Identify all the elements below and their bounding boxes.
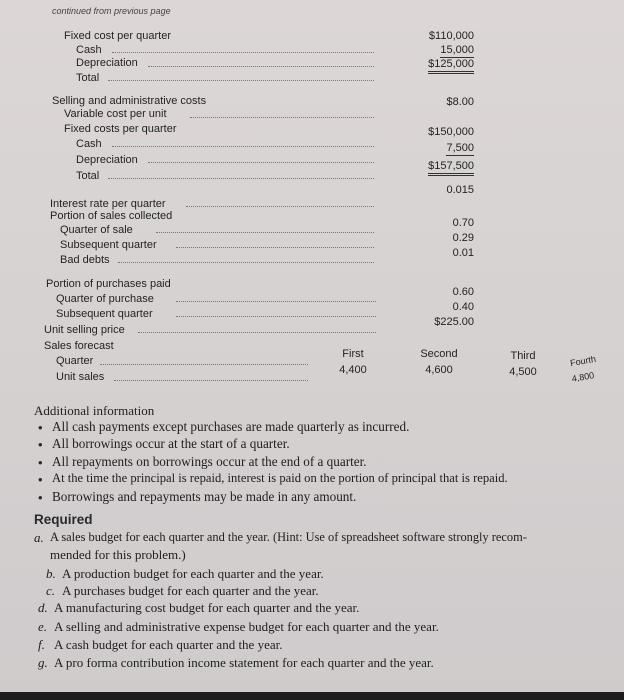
required-item-text: A production budget for each quarter and the year. [62, 566, 324, 581]
bullet-marker: • [38, 472, 43, 487]
bottom-edge [0, 692, 624, 700]
quarter-header-first: First [342, 348, 364, 360]
units-second: 4,600 [425, 364, 453, 376]
selling-var-value: $8.00 [446, 96, 474, 108]
forecast-units-label: Unit sales [56, 371, 105, 383]
quarter-header-second: Second [420, 348, 458, 360]
leader-dots [100, 364, 308, 365]
leader-dots [112, 146, 374, 147]
continued-note: continued from previous page [52, 6, 171, 16]
purchases-q-value: 0.60 [452, 286, 474, 298]
leader-dots [138, 332, 376, 333]
forecast-title: Sales forecast [44, 340, 114, 352]
selling-dep-value: 7,500 [446, 142, 474, 154]
units-first: 4,400 [339, 364, 367, 376]
collected-q-value: 0.70 [452, 217, 474, 229]
required-item-text: A sales budget for each quarter and the year. (Hint: Use of spreadsheet software strongly recom- [50, 530, 527, 544]
collected-s-value: 0.29 [452, 232, 474, 244]
units-third: 4,500 [509, 366, 537, 378]
leader-dots [176, 247, 374, 248]
forecast-quarter-label: Quarter [56, 355, 94, 367]
bullet-marker: • [38, 490, 43, 505]
selling-total-label: Total [76, 170, 100, 182]
additional-title: Additional information [34, 403, 155, 418]
fixed-dep-label: Depreciation [76, 57, 138, 69]
required-letter: e. [38, 619, 48, 634]
required-item-text: A cash budget for each quarter and the year. [54, 637, 283, 652]
quarter-header-third: Third [510, 350, 536, 362]
leader-dots [176, 316, 376, 317]
required-letter: g. [38, 655, 48, 670]
required-item-text-cont: mended for this problem.) [50, 547, 186, 562]
quarter-header-fourth: Fourth [569, 353, 597, 369]
required-letter: b. [46, 566, 56, 581]
fixed-cash-label: Cash [76, 44, 102, 56]
additional-item: All borrowings occur at the start of a quarter. [52, 436, 290, 451]
collected-b-value: 0.01 [452, 247, 474, 259]
purchases-s-label: Subsequent quarter [56, 308, 153, 320]
fixed-total-label: Total [76, 72, 100, 84]
additional-item: Borrowings and repayments may be made in any amount. [52, 489, 357, 504]
collected-title: Portion of sales collected [50, 210, 173, 222]
selling-cash-label: Cash [76, 138, 102, 150]
purchases-s-value: 0.40 [452, 301, 474, 313]
additional-item: At the time the principal is repaid, interest is paid on the portion of principal that is repaid. [52, 471, 508, 485]
collected-b-label: Bad debts [60, 254, 110, 266]
leader-dots [176, 301, 376, 302]
collected-q-label: Quarter of sale [60, 224, 133, 236]
required-title: Required [34, 512, 93, 527]
bullet-marker: • [38, 420, 43, 435]
price-label: Unit selling price [44, 324, 125, 336]
fixed-total-value: $125,000 [394, 58, 474, 70]
required-item-text: A manufacturing cost budget for each quarter and the year. [54, 600, 360, 615]
leader-dots [190, 117, 374, 118]
additional-item: All repayments on borrowings occur at the end of a quarter. [52, 454, 367, 469]
selling-fixed-title: Fixed costs per quarter [64, 123, 177, 135]
purchases-title: Portion of purchases paid [46, 278, 171, 290]
selling-cash-value: $150,000 [428, 126, 474, 138]
leader-dots [156, 232, 374, 233]
interest-value: 0.015 [446, 184, 474, 196]
required-item-text: A selling and administrative expense budget for each quarter and the year. [54, 619, 439, 634]
bullet-marker: • [38, 437, 43, 452]
leader-dots [112, 52, 374, 53]
fixed-dep-value: 15,000 [440, 44, 474, 56]
required-letter: d. [38, 600, 48, 615]
leader-dots [114, 380, 308, 381]
fixed-cost-title: Fixed cost per quarter [64, 30, 171, 42]
fixed-cash-value: $110,000 [428, 30, 474, 42]
interest-label: Interest rate per quarter [50, 198, 166, 210]
selling-var-label: Variable cost per unit [64, 108, 167, 120]
required-item-text: A purchases budget for each quarter and the year. [62, 583, 319, 598]
leader-dots [148, 162, 374, 163]
selling-dep-label: Depreciation [76, 154, 138, 166]
leader-dots [118, 262, 374, 263]
bullet-marker: • [38, 455, 43, 470]
purchases-q-label: Quarter of purchase [56, 293, 154, 305]
leader-dots [186, 206, 374, 207]
collected-s-label: Subsequent quarter [60, 239, 157, 251]
required-letter: c. [46, 583, 56, 598]
additional-item: All cash payments except purchases are made quarterly as incurred. [52, 419, 410, 434]
price-value: $225.00 [434, 316, 474, 328]
selling-total-value: $157,500 [394, 160, 474, 172]
leader-dots [108, 178, 374, 179]
required-item-text: A pro forma contribution income statement for each quarter and the year. [54, 655, 434, 670]
selling-title: Selling and administrative costs [52, 95, 207, 107]
leader-dots [108, 80, 374, 81]
leader-dots [148, 66, 374, 67]
required-letter: f. [38, 637, 45, 652]
units-fourth: 4,800 [571, 370, 595, 384]
required-letter: a. [34, 530, 44, 545]
